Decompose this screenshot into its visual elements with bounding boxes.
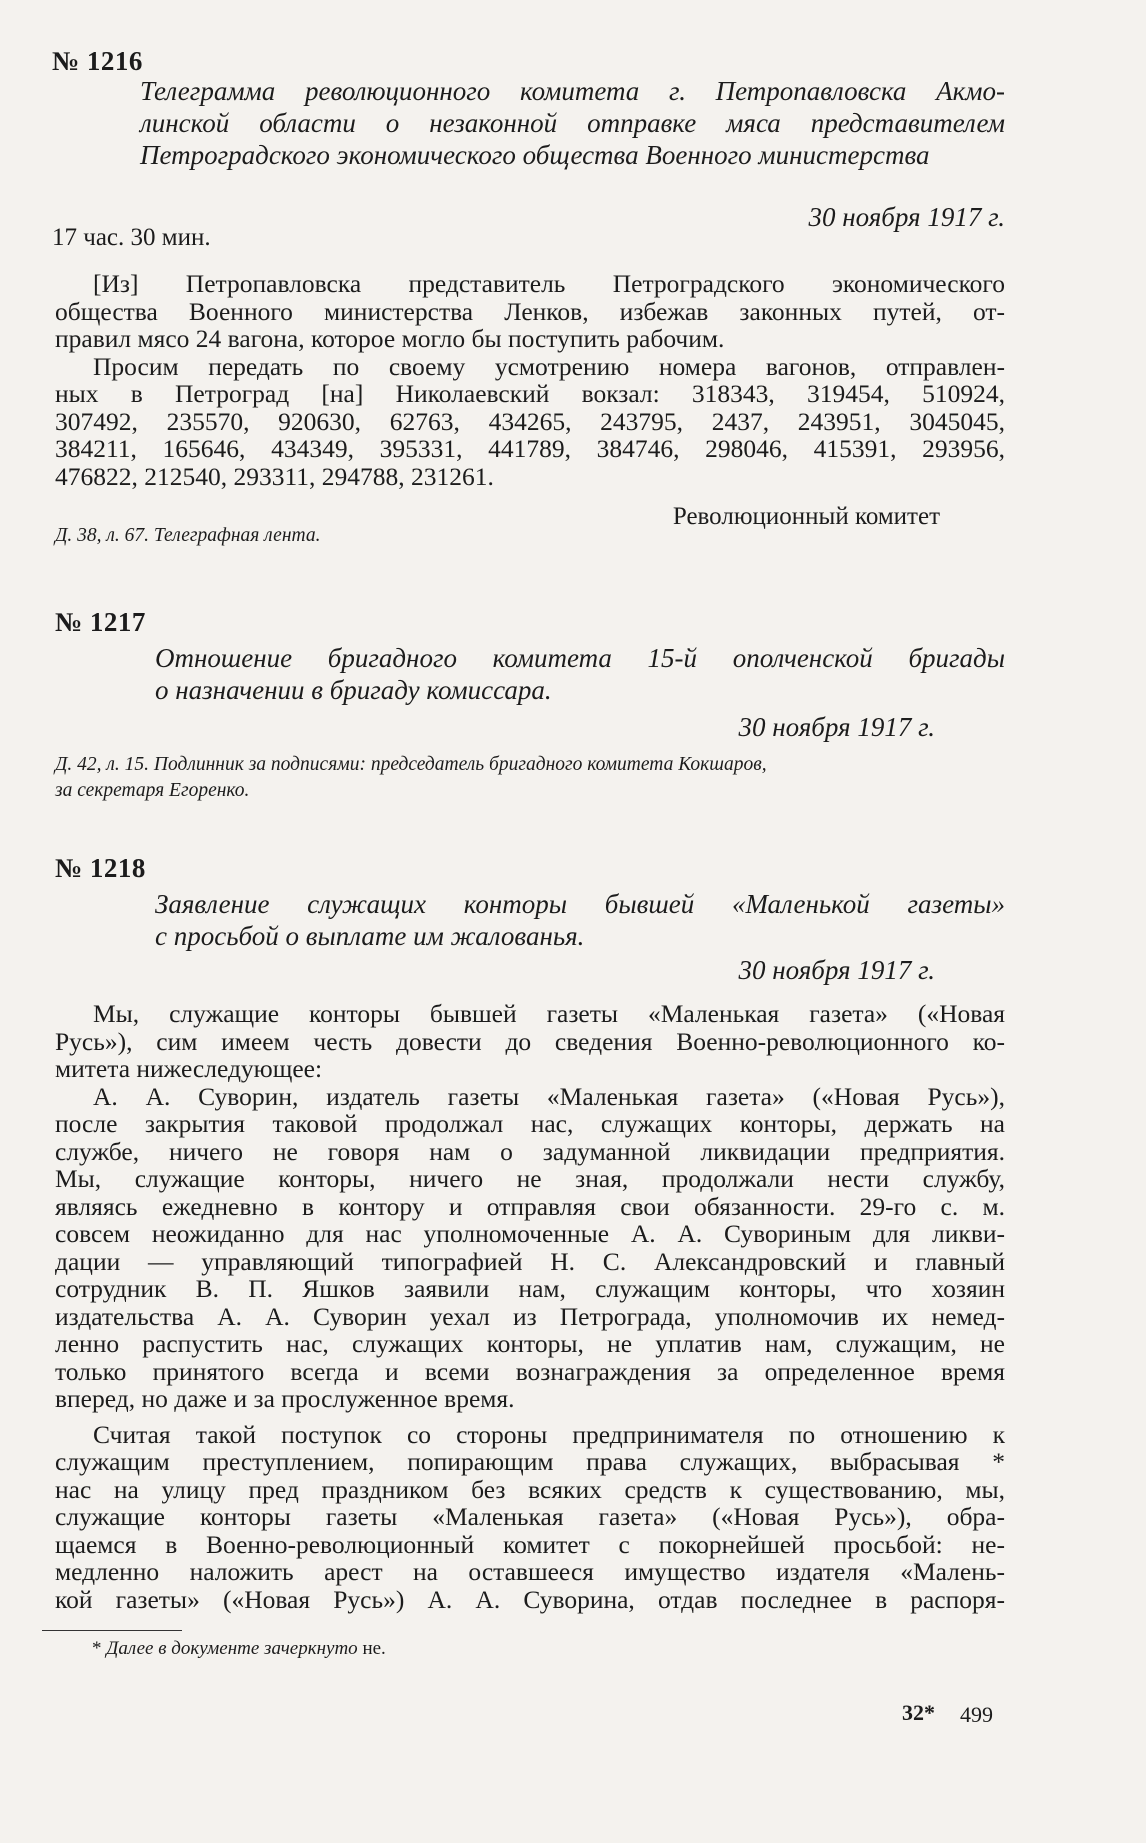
doc-1217-number: № 1217 bbox=[55, 607, 146, 637]
body-line: только принятого всегда и всеми вознаграждения за определенное время bbox=[55, 1356, 1005, 1386]
heading-line: с просьбой о выплате им жалованья. bbox=[155, 921, 585, 951]
source-line: за секретаря Егоренко. bbox=[55, 780, 250, 801]
body-line: 476822, 212540, 293311, 294788, 231261. bbox=[55, 461, 494, 491]
body-line: митета нижеследующее: bbox=[55, 1054, 323, 1083]
body-line: служащие конторы газеты «Маленькая газета» («Новая Русь»), обра- bbox=[55, 1502, 1005, 1531]
body-line: Мы, служащие конторы бывшей газеты «Маленькая газета» («Новая bbox=[93, 999, 1005, 1028]
doc-1218-body bbox=[55, 1000, 1005, 1613]
body-line: щаемся в Военно-революционный комитет с покорнейшей просьбой: не- bbox=[55, 1529, 1005, 1559]
body-line: являясь ежедневно в контору и отправляя свои обязанности. 29-го с. м. bbox=[55, 1191, 1005, 1221]
heading-line: Заявление служащих конторы бывшей «Маленькой газеты» bbox=[155, 889, 1005, 919]
body-line: Мы, служащие конторы, ничего не зная, продолжали нести службу, bbox=[55, 1164, 1005, 1193]
body-line: после закрытия таковой продолжал нас, служащих конторы, держать на bbox=[55, 1109, 1005, 1138]
body-line: 384211, 165646, 434349, 395331, 441789, 384746, 298046, 415391, 293956, bbox=[55, 434, 1005, 463]
signature-mark: 32* bbox=[902, 1700, 935, 1725]
footnote-struck-word: не. bbox=[362, 1638, 386, 1659]
heading-line: Петроградского экономического общества Военного министерства bbox=[140, 140, 930, 170]
body-line: нас на улицу пред праздником без всяких средств к существованию, мы, bbox=[55, 1474, 1005, 1504]
heading-line: Телеграмма революционного комитета г. Петропавловска Акмо- bbox=[140, 76, 1005, 106]
heading-line: о назначении в бригаду комиссара. bbox=[155, 675, 552, 705]
doc-1218-date: 30 ноября 1917 г. bbox=[738, 955, 935, 985]
doc-1218-heading bbox=[155, 888, 1005, 952]
source-line: Д. 42, л. 15. Подлинник за подписями: председатель бригадного комитета Кокшаров, bbox=[55, 754, 767, 775]
doc-1216-number: № 1216 bbox=[52, 46, 143, 76]
body-line: издательства А. А. Суворин уехал из Петрограда, уполномочив их немед- bbox=[55, 1301, 1005, 1331]
doc-1216-source bbox=[55, 523, 320, 549]
body-line: служащим преступлением, попирающим права служащих, выбрасывая * bbox=[55, 1447, 1005, 1476]
doc-1216-signature: Революционный комитет bbox=[672, 503, 940, 530]
body-line: общества Военного министерства Ленков, избежав законных путей, от- bbox=[55, 296, 1005, 326]
footnote-marker: * bbox=[92, 1638, 102, 1659]
body-line: Считая такой поступок со стороны предпринимателя по отношению к bbox=[93, 1419, 1005, 1449]
doc-1216-date: 30 ноября 1917 г. bbox=[808, 202, 1005, 232]
body-line: службе, ничего не говоря нам о задуманной ликвидации предприятия. bbox=[55, 1136, 1005, 1166]
body-line: дации — управляющий типографией Н. С. Александровский и главный bbox=[55, 1246, 1005, 1276]
doc-1217-date: 30 ноября 1917 г. bbox=[738, 712, 935, 742]
footnote bbox=[92, 1638, 386, 1660]
doc-1217-source bbox=[55, 752, 767, 804]
heading-line: линской области о незаконной отправке мяса представителем bbox=[140, 108, 1005, 138]
body-line: медленно наложить арест на оставшееся имущество издателя «Малень- bbox=[55, 1557, 1005, 1586]
body-line: совсем неожиданно для нас уполномоченные А. А. Сувориным для ликви- bbox=[55, 1219, 1005, 1248]
doc-1217-heading bbox=[155, 642, 1005, 706]
body-line: 307492, 235570, 920630, 62763, 434265, 243795, 2437, 243951, 3045045, bbox=[55, 406, 1005, 436]
body-line: А. А. Суворин, издатель газеты «Маленькая газета» («Новая Русь»), bbox=[93, 1081, 1005, 1111]
body-line: кой газеты» («Новая Русь») А. А. Суворина, отдав последнее в распоря- bbox=[55, 1584, 1005, 1614]
body-line: Русь»), сим имеем честь довести до сведения Военно-революционного ко- bbox=[55, 1026, 1005, 1056]
doc-1216-heading bbox=[140, 75, 1005, 171]
footnote-text: Далее в документе зачеркнуто bbox=[106, 1638, 358, 1659]
doc-1216-body bbox=[55, 270, 1005, 490]
page-number: 499 bbox=[960, 1702, 993, 1727]
body-line: ных в Петроград [на] Николаевский вокзал: 318343, 319454, 510924, bbox=[55, 379, 1005, 408]
body-line: Просим передать по своему усмотрению номера вагонов, отправлен- bbox=[93, 351, 1005, 381]
source-line: Д. 38, л. 67. Телеграфная лента. bbox=[55, 525, 321, 546]
body-line: правил мясо 24 вагона, которое могло бы поступить рабочим. bbox=[55, 324, 725, 353]
doc-1218-number: № 1218 bbox=[55, 853, 146, 883]
body-line: вперед, но даже и за прослуженное время. bbox=[55, 1384, 515, 1413]
heading-line: Отношение бригадного комитета 15-й ополченской бригады bbox=[155, 643, 1005, 673]
body-line: сотрудник В. П. Яшков заявили нам, служащим конторы, что хозяин bbox=[55, 1274, 1005, 1303]
doc-1216-time: 17 час. 30 мин. bbox=[52, 224, 211, 251]
footnote-rule bbox=[42, 1630, 182, 1631]
body-line: ленно распустить нас, служащих конторы, не уплатив нам, служащим, не bbox=[55, 1329, 1005, 1358]
body-line: [Из] Петропавловска представитель Петроградского экономического bbox=[93, 269, 1005, 298]
